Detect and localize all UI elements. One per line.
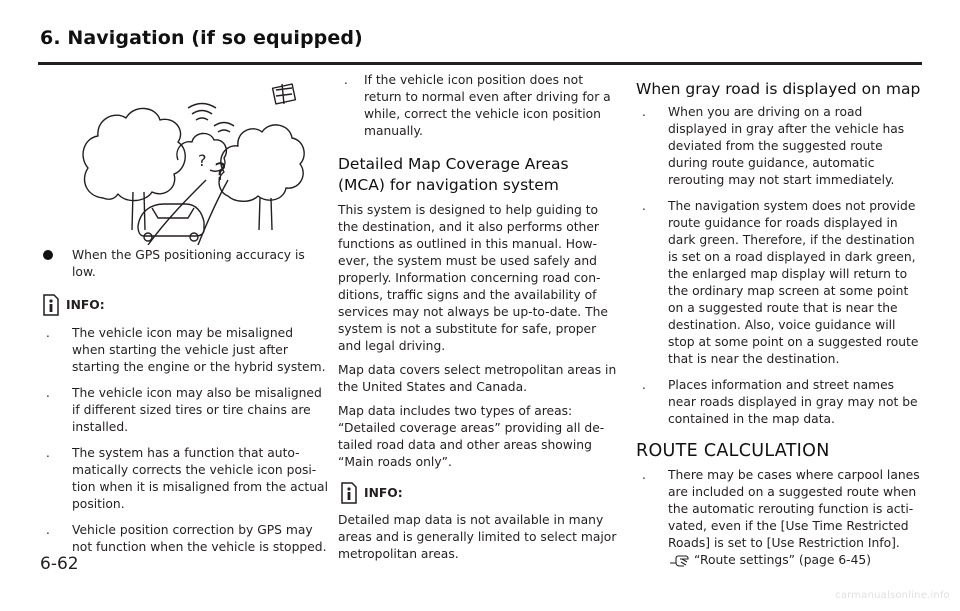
bullet-dot-icon: . [46,326,50,340]
list-item [636,198,922,368]
paragraph: Map data includes two types of areas: “Detailed coverage areas” providing all de-tailed road data and other areas showing “Main roads only”. [338,404,605,469]
round-bullet-icon [43,250,53,260]
paragraph: Detailed map data is not available in many areas and is generally limited to select major metropolitan areas. [338,513,617,561]
page-number: 6-62 [40,554,79,574]
list-item-text: Vehicle position correction by GPS may not function when the vehicle is stopped. [72,523,327,554]
info-icon [40,293,60,317]
list-item-text: Places information and street names near roads displayed in gray may not be contained in the map data. [668,378,918,426]
list-item [636,467,922,552]
cross-reference[interactable] [636,552,922,569]
paragraph: This system is designed to help guiding to the destination, and it also performs other functions as outlined in this manual. How-ever, the system must be used safely and properly. Information concerning road con-ditions, traffic signs and the availability of services may not always be up-to-date. The system is not a substitute for safe, proper and legal driving. [338,203,608,353]
list-item [40,445,328,513]
header-rule [38,62,922,65]
gray-road-bullet-list [636,104,922,428]
info-bullet-list [40,325,328,556]
list-item-text: The vehicle icon may be misaligned when starting the vehicle just after starting the engine or the hybrid system. [72,326,326,374]
list-item-text: When you are driving on a road displayed in gray after the vehicle has deviated from the suggested route during route guidance, automatic rerouting may not start immediately. [668,105,905,187]
bullet-dot-icon: . [642,199,646,213]
bullet-dot-icon: . [46,446,50,460]
list-item [40,325,328,376]
svg-text:?: ? [198,151,207,170]
bullet-dot-icon: . [642,468,646,482]
info-header [338,481,620,505]
list-item [40,522,328,556]
list-item-text: The system has a function that auto-matically corrects the vehicle icon posi-tion when it is misaligned from the actual position. [72,446,328,511]
bullet-dot-icon: . [642,378,646,392]
watermark: carmanualsonline.info [835,590,950,601]
info-label: INFO: [66,297,105,312]
info-icon [338,481,358,505]
column-2 [338,72,620,563]
bullet-dot-icon: . [344,73,348,87]
caption-text: When the GPS positioning accuracy is low. [72,248,305,279]
list-item-text: The navigation system does not provide route guidance for roads displayed in dark green. Therefore, if the destination is set on a road displayed in dark green, the enlarged map display will return to the ordinary map screen at some point on a suggested route that is near the destination. Also, voice guidance will stop at some point on a suggested route that is near the destination. [668,199,919,366]
gps-trees-car-illustration [78,80,308,245]
list-item [40,385,328,436]
column-3 [636,79,922,569]
paragraph: Map data covers select metropolitan areas in the United States and Canada. [338,363,617,394]
gps-illustration [40,80,328,245]
bullet-dot-icon: . [46,386,50,400]
svg-text:?: ? [214,158,227,186]
list-item [338,72,620,140]
section-heading: Detailed Map Coverage Areas (MCA) for navigation system [338,155,569,194]
info-header [40,293,328,317]
info-label: INFO: [364,485,403,500]
list-item-text: There may be cases where carpool lanes are included on a suggested route when the automatic rerouting function is acti-vated, even if the [Use Time Restricted Roads] is set to [Use Restriction Info]. [668,468,920,550]
caption-item [40,247,328,281]
list-item-text: If the vehicle icon position does not return to normal even after driving for a while, correct the vehicle icon position manually. [364,73,611,138]
list-item [636,104,922,189]
column-1 [40,80,328,556]
reference-pointer-icon [668,554,690,568]
section-heading: When gray road is displayed on map [636,80,921,98]
page-header-title: 6. Navigation (if so equipped) [40,27,363,49]
list-item [636,377,922,428]
bullet-dot-icon: . [46,523,50,537]
bullet-dot-icon: . [642,105,646,119]
section-heading: ROUTE CALCULATION [636,441,830,461]
list-item-text: The vehicle icon may also be misaligned if different sized tires or tire chains are installed. [72,386,322,434]
reference-link-text[interactable]: “Route settings” (page 6-45) [694,553,872,567]
